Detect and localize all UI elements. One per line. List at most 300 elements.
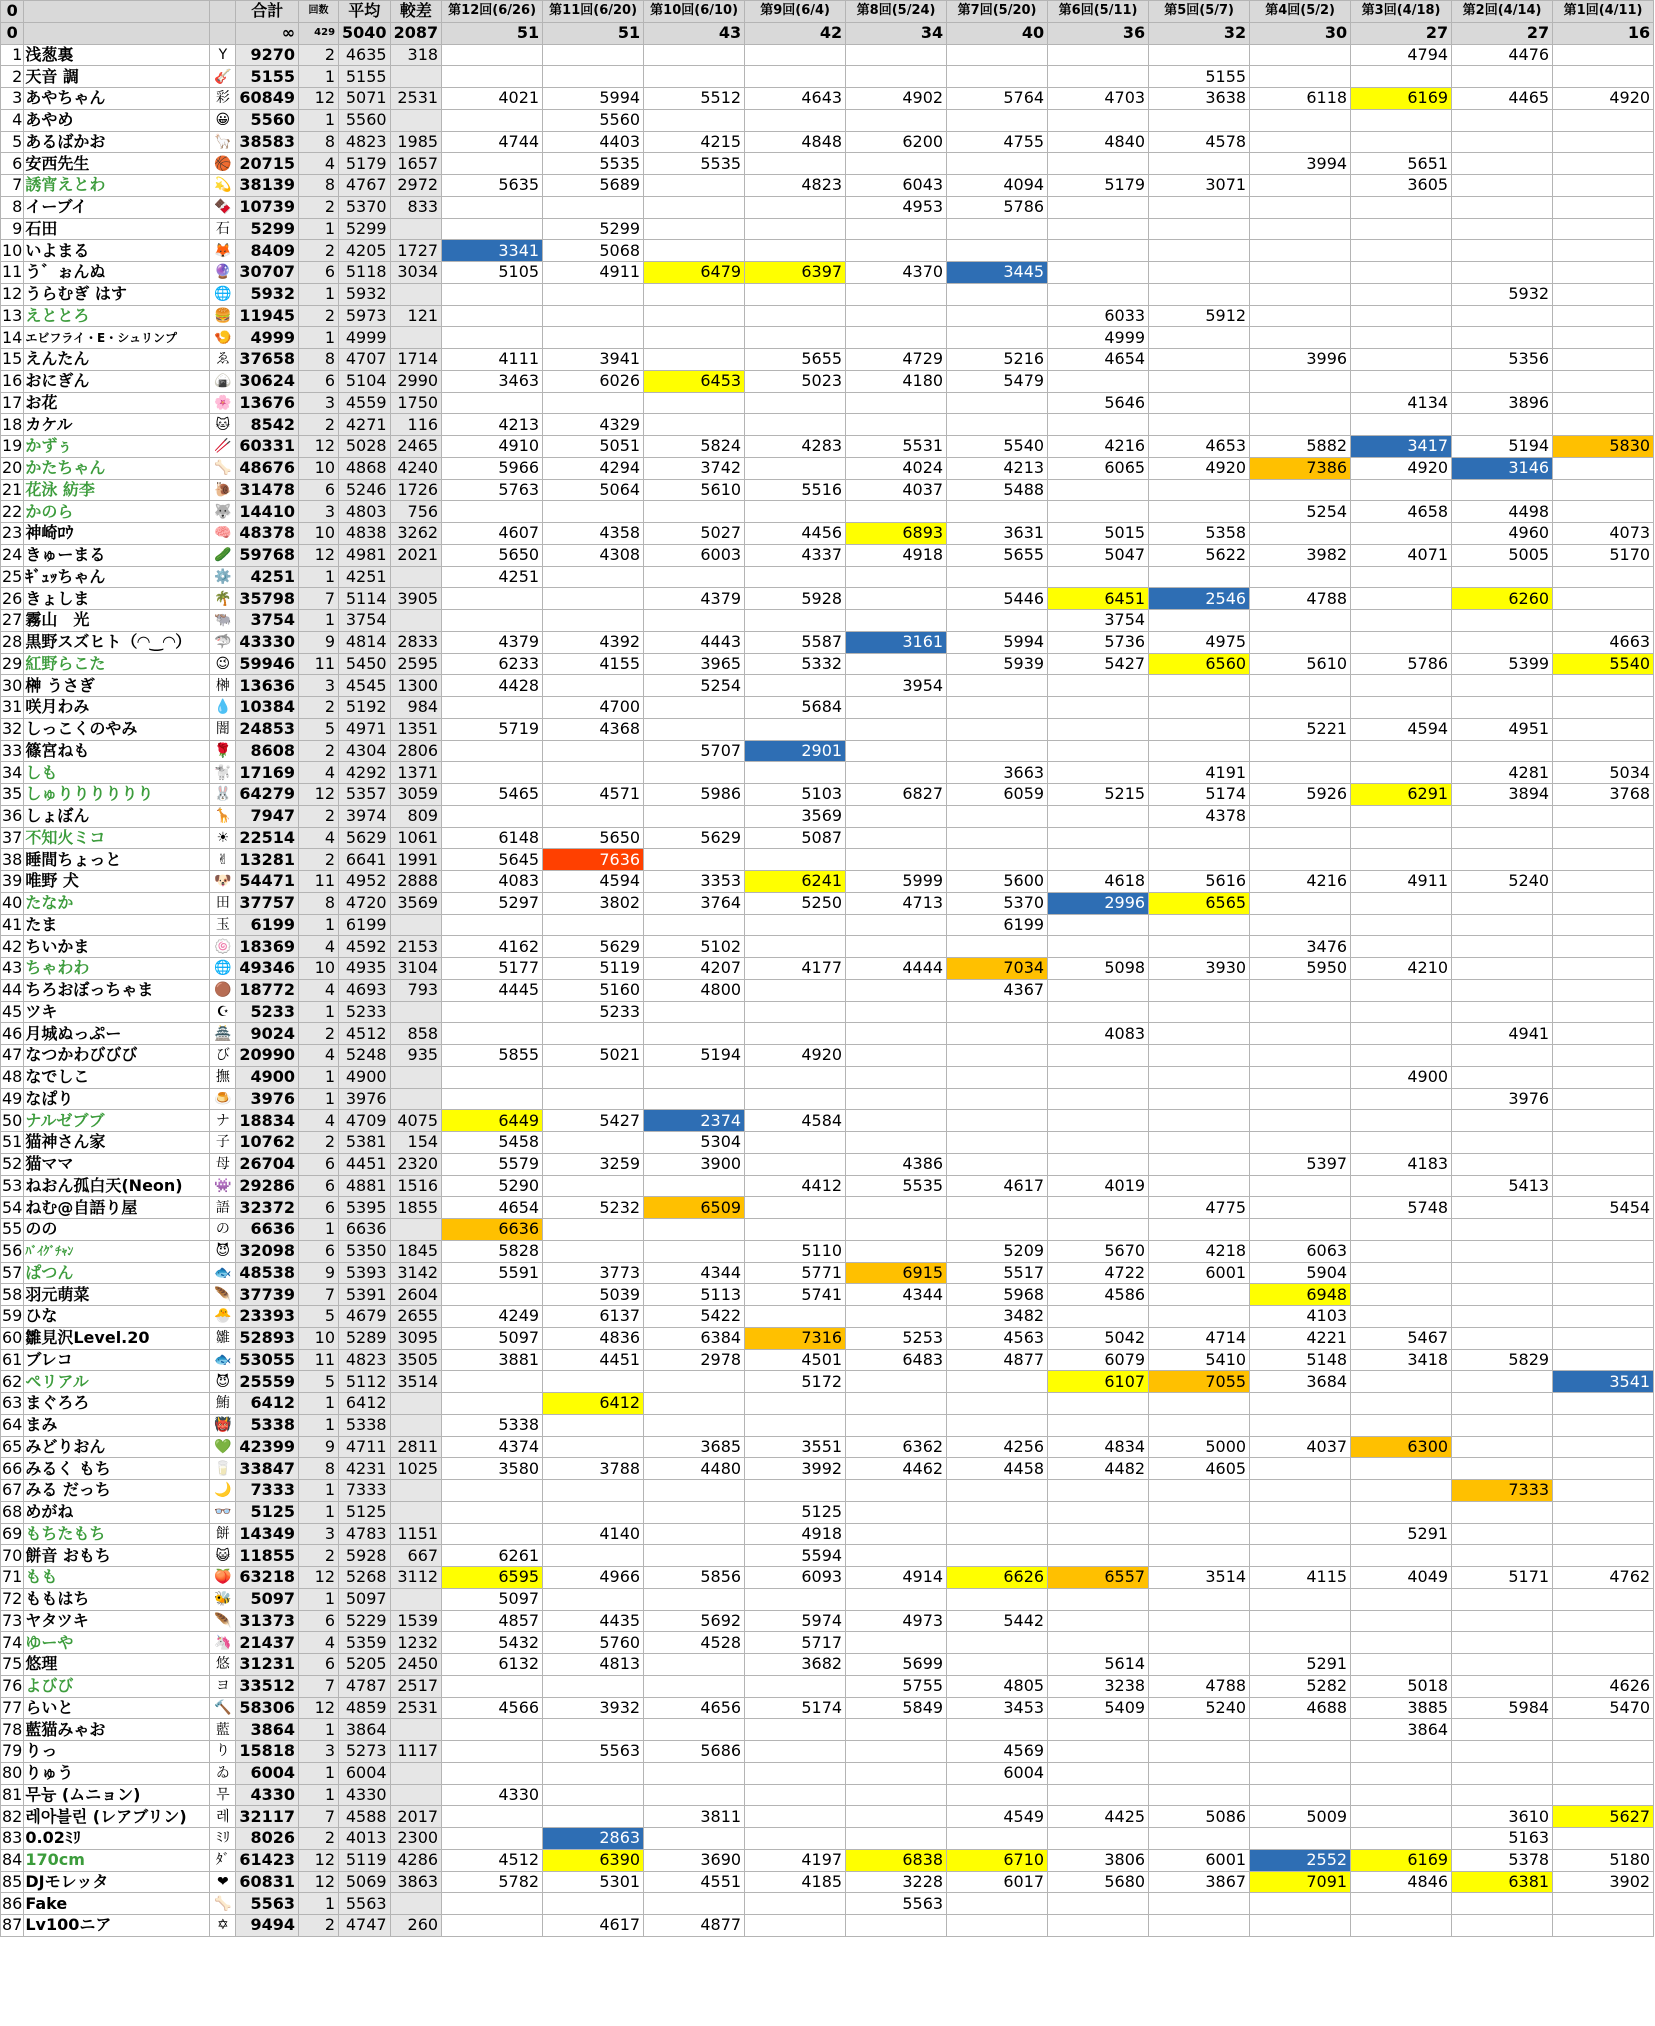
- total-score[interactable]: 37739: [236, 1284, 299, 1306]
- session-score[interactable]: [1149, 1088, 1250, 1110]
- summary-participants[interactable]: 51: [543, 22, 644, 44]
- session-score[interactable]: [1048, 218, 1149, 240]
- session-score[interactable]: [1048, 1132, 1149, 1154]
- session-score[interactable]: 4358: [543, 523, 644, 545]
- session-score[interactable]: [1452, 1545, 1553, 1567]
- session-score[interactable]: 6412: [543, 1393, 644, 1415]
- session-score[interactable]: [1351, 588, 1452, 610]
- summary-participants[interactable]: 32: [1149, 22, 1250, 44]
- row-index[interactable]: 3: [1, 88, 24, 110]
- session-score[interactable]: [745, 1001, 846, 1023]
- session-score[interactable]: [846, 1588, 947, 1610]
- score-range[interactable]: 3034: [390, 262, 442, 284]
- session-score[interactable]: 5102: [644, 936, 745, 958]
- session-score[interactable]: 3896: [1452, 392, 1553, 414]
- session-score[interactable]: [644, 1371, 745, 1393]
- session-score[interactable]: [846, 1393, 947, 1415]
- row-index[interactable]: 69: [2, 1523, 23, 1543]
- total-score[interactable]: 4900: [236, 1066, 299, 1088]
- player-icon[interactable]: 😈: [210, 1371, 236, 1393]
- session-score[interactable]: [1250, 762, 1351, 784]
- session-score[interactable]: 5254: [1250, 501, 1351, 523]
- total-score[interactable]: 8026: [236, 1828, 299, 1850]
- player-name[interactable]: 不知火ミコ: [24, 827, 210, 849]
- session-score[interactable]: 5240: [1452, 871, 1553, 893]
- play-count[interactable]: 1: [299, 1414, 339, 1436]
- session-score[interactable]: 5470: [1553, 1697, 1654, 1719]
- session-score[interactable]: 5999: [846, 871, 947, 893]
- session-score[interactable]: [846, 827, 947, 849]
- session-score[interactable]: [1250, 849, 1351, 871]
- session-score[interactable]: 4617: [947, 1175, 1048, 1197]
- session-score[interactable]: 6449: [442, 1110, 543, 1132]
- session-score[interactable]: 6560: [1149, 653, 1250, 675]
- session-score[interactable]: 5087: [745, 827, 846, 849]
- session-score[interactable]: [745, 240, 846, 262]
- session-score[interactable]: [644, 718, 745, 740]
- score-range[interactable]: 2153: [390, 936, 442, 958]
- total-score[interactable]: 32098: [236, 1240, 299, 1262]
- session-score[interactable]: [1553, 1632, 1654, 1654]
- session-score[interactable]: 4083: [1048, 1023, 1149, 1045]
- session-score[interactable]: 4444: [846, 958, 947, 980]
- play-count[interactable]: 2: [299, 1023, 339, 1045]
- session-score[interactable]: [1452, 1523, 1553, 1545]
- session-score[interactable]: [1250, 1132, 1351, 1154]
- row-index[interactable]: 48: [2, 1067, 23, 1087]
- player-icon[interactable]: 무: [210, 1784, 236, 1806]
- session-score[interactable]: [846, 936, 947, 958]
- session-score[interactable]: 4462: [846, 1458, 947, 1480]
- session-score[interactable]: [442, 805, 543, 827]
- session-score[interactable]: [1452, 805, 1553, 827]
- total-score[interactable]: 30624: [236, 370, 299, 392]
- player-name[interactable]: らいと: [24, 1697, 210, 1719]
- score-range[interactable]: 2465: [390, 436, 442, 458]
- row-index[interactable]: 28: [2, 632, 23, 652]
- session-score[interactable]: [1351, 1828, 1452, 1850]
- session-score[interactable]: 6557: [1048, 1567, 1149, 1589]
- total-score[interactable]: 10384: [236, 697, 299, 719]
- player-name[interactable]: えととろ: [24, 305, 210, 327]
- session-score[interactable]: 4914: [846, 1567, 947, 1589]
- session-score[interactable]: [1351, 1654, 1452, 1676]
- total-score[interactable]: 61423: [236, 1849, 299, 1871]
- session-score[interactable]: [745, 1197, 846, 1219]
- session-score[interactable]: 5105: [442, 262, 543, 284]
- session-score[interactable]: 5413: [1452, 1175, 1553, 1197]
- session-score[interactable]: [1452, 370, 1553, 392]
- session-score[interactable]: 3259: [543, 1153, 644, 1175]
- session-score[interactable]: 6710: [947, 1849, 1048, 1871]
- player-name[interactable]: イーブイ: [24, 196, 210, 218]
- session-score[interactable]: 6483: [846, 1349, 947, 1371]
- session-score[interactable]: [745, 457, 846, 479]
- session-score[interactable]: [1553, 1762, 1654, 1784]
- session-score[interactable]: 5610: [1250, 653, 1351, 675]
- total-score[interactable]: 11945: [236, 305, 299, 327]
- average-score[interactable]: 4971: [339, 718, 391, 740]
- play-count[interactable]: 5: [299, 1306, 339, 1328]
- average-score[interactable]: 5370: [339, 196, 391, 218]
- session-score[interactable]: 4722: [1048, 1262, 1149, 1284]
- player-name[interactable]: 月城ぬっぷー: [24, 1023, 210, 1045]
- total-score[interactable]: 24853: [236, 718, 299, 740]
- session-score[interactable]: [1452, 1240, 1553, 1262]
- score-range[interactable]: [390, 1066, 442, 1088]
- play-count[interactable]: 5: [299, 1371, 339, 1393]
- row-index[interactable]: 10: [2, 240, 23, 260]
- session-score[interactable]: [644, 66, 745, 88]
- session-score[interactable]: 4134: [1351, 392, 1452, 414]
- session-score[interactable]: [1351, 1262, 1452, 1284]
- session-score[interactable]: [947, 327, 1048, 349]
- session-score[interactable]: 3228: [846, 1871, 947, 1893]
- session-score[interactable]: 5579: [442, 1153, 543, 1175]
- row-index[interactable]: 62: [2, 1371, 23, 1391]
- session-score[interactable]: 5689: [543, 175, 644, 197]
- row-index[interactable]: 51: [2, 1132, 23, 1152]
- total-score[interactable]: 37757: [236, 892, 299, 914]
- session-score[interactable]: [543, 1066, 644, 1088]
- session-score[interactable]: [1553, 392, 1654, 414]
- session-score[interactable]: [846, 762, 947, 784]
- session-score[interactable]: 4594: [543, 871, 644, 893]
- session-score[interactable]: 4256: [947, 1436, 1048, 1458]
- session-score[interactable]: [745, 718, 846, 740]
- session-score[interactable]: [1149, 392, 1250, 414]
- session-score[interactable]: [1149, 283, 1250, 305]
- session-score[interactable]: 3996: [1250, 349, 1351, 371]
- session-score[interactable]: [1250, 631, 1351, 653]
- score-range[interactable]: [390, 109, 442, 131]
- session-score[interactable]: 4586: [1048, 1284, 1149, 1306]
- average-score[interactable]: 5119: [339, 1849, 391, 1871]
- session-score[interactable]: 5563: [846, 1893, 947, 1915]
- session-score[interactable]: 3482: [947, 1306, 1048, 1328]
- player-name[interactable]: あるばかお: [24, 131, 210, 153]
- average-score[interactable]: 5391: [339, 1284, 391, 1306]
- session-score[interactable]: [442, 44, 543, 66]
- session-score[interactable]: 5172: [745, 1371, 846, 1393]
- summary-participants[interactable]: 36: [1048, 22, 1149, 44]
- session-score[interactable]: [947, 610, 1048, 632]
- average-score[interactable]: 5273: [339, 1741, 391, 1763]
- player-name[interactable]: なでしこ: [24, 1066, 210, 1088]
- player-name[interactable]: 咲月わみ: [24, 697, 210, 719]
- play-count[interactable]: 1: [299, 109, 339, 131]
- total-score[interactable]: 14410: [236, 501, 299, 523]
- session-score[interactable]: 3788: [543, 1458, 644, 1480]
- player-name[interactable]: いよまる: [24, 240, 210, 262]
- session-score[interactable]: 4823: [745, 175, 846, 197]
- score-range[interactable]: 3863: [390, 1871, 442, 1893]
- session-score[interactable]: [745, 1088, 846, 1110]
- average-score[interactable]: 5114: [339, 588, 391, 610]
- average-score[interactable]: 5299: [339, 218, 391, 240]
- session-score[interactable]: [846, 109, 947, 131]
- session-score[interactable]: [1048, 262, 1149, 284]
- player-icon[interactable]: 🥢: [210, 436, 236, 458]
- session-score[interactable]: [1250, 240, 1351, 262]
- session-score[interactable]: [1452, 175, 1553, 197]
- total-score[interactable]: 10739: [236, 196, 299, 218]
- session-score[interactable]: [1553, 44, 1654, 66]
- session-score[interactable]: [1250, 1588, 1351, 1610]
- session-score[interactable]: [1553, 1284, 1654, 1306]
- session-score[interactable]: 5516: [745, 479, 846, 501]
- session-score[interactable]: [442, 392, 543, 414]
- session-score[interactable]: [1452, 1132, 1553, 1154]
- session-score[interactable]: 5356: [1452, 349, 1553, 371]
- session-score[interactable]: 6838: [846, 1849, 947, 1871]
- session-score[interactable]: [1351, 1175, 1452, 1197]
- session-score[interactable]: 6509: [644, 1197, 745, 1219]
- session-score[interactable]: [1250, 892, 1351, 914]
- player-name[interactable]: 神崎ﾛｳ: [24, 523, 210, 545]
- session-score[interactable]: [1149, 240, 1250, 262]
- player-name[interactable]: ゆーや: [24, 1632, 210, 1654]
- total-score[interactable]: 23393: [236, 1306, 299, 1328]
- average-score[interactable]: 4814: [339, 631, 391, 653]
- row-index[interactable]: 46: [2, 1023, 23, 1043]
- total-score[interactable]: 25559: [236, 1371, 299, 1393]
- play-count[interactable]: 8: [299, 1458, 339, 1480]
- session-score[interactable]: 4918: [745, 1523, 846, 1545]
- row-index[interactable]: 4: [1, 109, 24, 131]
- player-name[interactable]: 榊 うさぎ: [24, 675, 210, 697]
- session-score[interactable]: [644, 501, 745, 523]
- session-score[interactable]: 5488: [947, 479, 1048, 501]
- average-score[interactable]: 4900: [339, 1066, 391, 1088]
- session-score[interactable]: [1351, 1284, 1452, 1306]
- session-score[interactable]: [846, 1414, 947, 1436]
- session-score[interactable]: [745, 392, 846, 414]
- score-range[interactable]: [390, 1762, 442, 1784]
- session-score[interactable]: [1149, 610, 1250, 632]
- session-score[interactable]: 5610: [644, 479, 745, 501]
- session-score[interactable]: 4788: [1250, 588, 1351, 610]
- session-score[interactable]: 4456: [745, 523, 846, 545]
- session-score[interactable]: 5399: [1452, 653, 1553, 675]
- session-score[interactable]: [1149, 1762, 1250, 1784]
- total-score[interactable]: 20990: [236, 1045, 299, 1067]
- session-score[interactable]: [947, 718, 1048, 740]
- session-score[interactable]: [1351, 1806, 1452, 1828]
- session-score[interactable]: [1553, 1480, 1654, 1502]
- session-score[interactable]: 5786: [947, 196, 1048, 218]
- session-score[interactable]: 6827: [846, 784, 947, 806]
- session-score[interactable]: [745, 1219, 846, 1241]
- total-score[interactable]: 43330: [236, 631, 299, 653]
- session-score[interactable]: [543, 1588, 644, 1610]
- session-score[interactable]: [644, 1893, 745, 1915]
- session-score[interactable]: [442, 1088, 543, 1110]
- session-score[interactable]: 5034: [1553, 762, 1654, 784]
- average-score[interactable]: 4512: [339, 1023, 391, 1045]
- session-score[interactable]: 4443: [644, 631, 745, 653]
- session-score[interactable]: [1351, 1915, 1452, 1937]
- session-score[interactable]: [846, 240, 947, 262]
- session-score[interactable]: 3941: [543, 349, 644, 371]
- session-score[interactable]: [442, 1284, 543, 1306]
- player-icon[interactable]: 👓: [210, 1501, 236, 1523]
- session-score[interactable]: [1452, 1654, 1553, 1676]
- row-index[interactable]: 32: [2, 719, 23, 739]
- session-score[interactable]: 6137: [543, 1306, 644, 1328]
- session-score[interactable]: [1048, 675, 1149, 697]
- score-range[interactable]: [390, 1414, 442, 1436]
- session-score[interactable]: 5465: [442, 784, 543, 806]
- session-score[interactable]: [846, 1545, 947, 1567]
- session-score[interactable]: [1048, 1588, 1149, 1610]
- session-score[interactable]: [1553, 958, 1654, 980]
- session-score[interactable]: [1250, 1023, 1351, 1045]
- session-score[interactable]: 4216: [1048, 436, 1149, 458]
- session-score[interactable]: [1250, 523, 1351, 545]
- player-name[interactable]: 天音 調: [24, 66, 210, 88]
- score-range[interactable]: 1726: [390, 479, 442, 501]
- session-score[interactable]: [1452, 979, 1553, 1001]
- session-score[interactable]: [1351, 66, 1452, 88]
- player-icon[interactable]: 餅: [210, 1523, 236, 1545]
- session-score[interactable]: [1351, 697, 1452, 719]
- total-score[interactable]: 5233: [236, 1001, 299, 1023]
- session-score[interactable]: [1553, 175, 1654, 197]
- session-score[interactable]: [442, 588, 543, 610]
- session-score[interactable]: 4920: [745, 1045, 846, 1067]
- session-score[interactable]: 5103: [745, 784, 846, 806]
- session-score[interactable]: [1250, 1088, 1351, 1110]
- session-score[interactable]: 5021: [543, 1045, 644, 1067]
- average-score[interactable]: 5233: [339, 1001, 391, 1023]
- session-score[interactable]: 5332: [745, 653, 846, 675]
- average-score[interactable]: 6412: [339, 1393, 391, 1415]
- session-score[interactable]: [947, 44, 1048, 66]
- session-score[interactable]: [442, 153, 543, 175]
- play-count[interactable]: 2: [299, 740, 339, 762]
- session-score[interactable]: 5000: [1149, 1436, 1250, 1458]
- session-score[interactable]: 2546: [1149, 588, 1250, 610]
- session-score[interactable]: 4551: [644, 1871, 745, 1893]
- score-range[interactable]: 116: [390, 414, 442, 436]
- session-score[interactable]: [543, 1501, 644, 1523]
- session-score[interactable]: [1553, 1066, 1654, 1088]
- score-range[interactable]: 1991: [390, 849, 442, 871]
- session-score[interactable]: [1048, 283, 1149, 305]
- session-score[interactable]: [1149, 1523, 1250, 1545]
- score-range[interactable]: [390, 1784, 442, 1806]
- session-score[interactable]: 3418: [1351, 1349, 1452, 1371]
- session-score[interactable]: [442, 740, 543, 762]
- player-icon[interactable]: 🍔: [210, 305, 236, 327]
- score-range[interactable]: 318: [390, 44, 442, 66]
- score-range[interactable]: 984: [390, 697, 442, 719]
- session-score[interactable]: [1351, 1784, 1452, 1806]
- player-name[interactable]: みどりおん: [24, 1436, 210, 1458]
- total-score[interactable]: 30707: [236, 262, 299, 284]
- session-score[interactable]: 2996: [1048, 892, 1149, 914]
- session-score[interactable]: 4900: [1351, 1066, 1452, 1088]
- total-score[interactable]: 5299: [236, 218, 299, 240]
- player-icon[interactable]: 😀: [210, 109, 236, 131]
- header-session[interactable]: 第3回(4/18): [1351, 1, 1452, 23]
- session-score[interactable]: 5163: [1452, 1828, 1553, 1850]
- average-score[interactable]: 4981: [339, 544, 391, 566]
- average-score[interactable]: 7333: [339, 1480, 391, 1502]
- summary-range[interactable]: 2087: [390, 22, 442, 44]
- session-score[interactable]: 5904: [1250, 1262, 1351, 1284]
- session-score[interactable]: [644, 1784, 745, 1806]
- session-score[interactable]: 5635: [442, 175, 543, 197]
- player-name[interactable]: よびび: [24, 1675, 210, 1697]
- session-score[interactable]: [1452, 1153, 1553, 1175]
- session-score[interactable]: [1048, 1915, 1149, 1937]
- player-icon[interactable]: 🐰: [210, 784, 236, 806]
- session-score[interactable]: 4918: [846, 544, 947, 566]
- session-score[interactable]: 4024: [846, 457, 947, 479]
- average-score[interactable]: 5395: [339, 1197, 391, 1219]
- session-score[interactable]: [1149, 1153, 1250, 1175]
- session-score[interactable]: [644, 218, 745, 240]
- header-session[interactable]: 第9回(6/4): [745, 1, 846, 23]
- session-score[interactable]: [644, 697, 745, 719]
- session-score[interactable]: [1351, 1893, 1452, 1915]
- session-score[interactable]: 5650: [543, 827, 644, 849]
- row-index[interactable]: 87: [2, 1915, 23, 1935]
- session-score[interactable]: [1452, 1436, 1553, 1458]
- session-score[interactable]: [947, 697, 1048, 719]
- session-score[interactable]: [1048, 1719, 1149, 1741]
- session-score[interactable]: [644, 1675, 745, 1697]
- player-name[interactable]: ｷﾞｭｯちゃん: [24, 566, 210, 588]
- session-score[interactable]: [1250, 610, 1351, 632]
- session-score[interactable]: 5148: [1250, 1349, 1351, 1371]
- session-score[interactable]: 3754: [1048, 610, 1149, 632]
- score-range[interactable]: [390, 566, 442, 588]
- session-score[interactable]: [543, 1784, 644, 1806]
- session-score[interactable]: 5535: [846, 1175, 947, 1197]
- average-score[interactable]: 6636: [339, 1219, 391, 1241]
- session-score[interactable]: [1250, 1523, 1351, 1545]
- player-icon[interactable]: 闇: [210, 718, 236, 740]
- total-score[interactable]: 18369: [236, 936, 299, 958]
- average-score[interactable]: 5629: [339, 827, 391, 849]
- score-range[interactable]: 1025: [390, 1458, 442, 1480]
- session-score[interactable]: [1351, 1045, 1452, 1067]
- session-score[interactable]: [644, 914, 745, 936]
- play-count[interactable]: 1: [299, 1066, 339, 1088]
- session-score[interactable]: [1250, 131, 1351, 153]
- session-score[interactable]: 5174: [745, 1697, 846, 1719]
- session-score[interactable]: [745, 1762, 846, 1784]
- session-score[interactable]: [846, 1066, 947, 1088]
- session-score[interactable]: 5828: [442, 1240, 543, 1262]
- session-score[interactable]: [745, 44, 846, 66]
- session-score[interactable]: 3453: [947, 1697, 1048, 1719]
- session-score[interactable]: [543, 1175, 644, 1197]
- session-score[interactable]: [1149, 1393, 1250, 1415]
- row-index[interactable]: 22: [2, 501, 23, 521]
- session-score[interactable]: 4857: [442, 1610, 543, 1632]
- player-name[interactable]: ツキ: [24, 1001, 210, 1023]
- score-range[interactable]: 2888: [390, 871, 442, 893]
- play-count[interactable]: 3: [299, 675, 339, 697]
- session-score[interactable]: [846, 1110, 947, 1132]
- row-index[interactable]: 84: [2, 1850, 23, 1870]
- player-name[interactable]: DJモレッタ: [24, 1871, 210, 1893]
- score-range[interactable]: 4240: [390, 457, 442, 479]
